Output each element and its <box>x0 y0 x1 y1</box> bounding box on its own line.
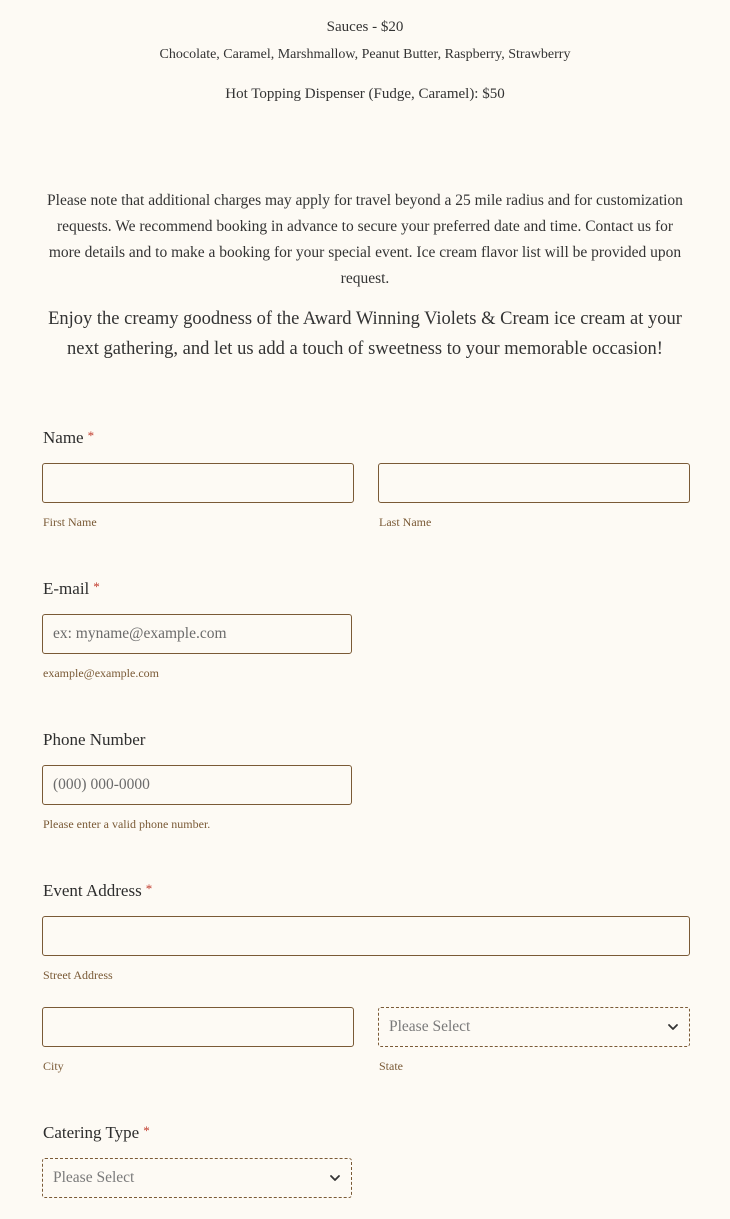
required-mark: * <box>87 428 95 443</box>
email-label <box>43 579 100 599</box>
email-label-text: E-mail <box>43 579 90 598</box>
name-label <box>43 428 94 448</box>
state-sublabel: State <box>379 1059 403 1073</box>
city-sublabel: City <box>43 1059 64 1073</box>
city-input[interactable] <box>42 1007 354 1047</box>
event-address-label <box>43 881 152 901</box>
sauces-price: Sauces - $20 <box>326 19 404 35</box>
last-name-input[interactable] <box>378 463 690 503</box>
sauces-list: Chocolate, Caramel, Marshmallow, Peanut Butter, Raspberry, Strawberry <box>159 47 571 62</box>
catering-selected-value: Please Select <box>53 1169 135 1186</box>
catering-type-label-text: Catering Type <box>43 1123 140 1142</box>
street-address-input[interactable] <box>42 916 690 956</box>
state-select[interactable] <box>378 1007 690 1047</box>
state-selected-value: Please Select <box>389 1018 471 1035</box>
catering-type-select[interactable] <box>42 1158 352 1198</box>
required-mark: * <box>145 881 153 896</box>
booking-note: Please note that additional charges may apply for travel beyond a 25 mile radius and for customization requests. We recommend booking in advance to secure your preferred date and time. Contact us for more details and to make a booking for your special event. Ice cream flavor list will be provided upon request. <box>47 192 683 287</box>
name-label-text: Name <box>43 428 84 447</box>
required-mark: * <box>93 579 100 594</box>
event-address-label-text: Event Address <box>43 881 142 900</box>
phone-input[interactable] <box>42 765 352 805</box>
hot-topping-price: Hot Topping Dispenser (Fudge, Caramel): $50 <box>225 86 505 102</box>
email-input[interactable] <box>42 614 352 654</box>
required-mark: * <box>143 1123 150 1138</box>
phone-sublabel: Please enter a valid phone number. <box>43 817 211 831</box>
chevron-down-icon <box>329 1172 341 1184</box>
first-name-sublabel: First Name <box>43 515 97 529</box>
first-name-input[interactable] <box>42 463 354 503</box>
phone-label: Phone Number <box>43 730 146 749</box>
email-placeholder: ex: myname@example.com <box>53 625 227 642</box>
tagline: Enjoy the creamy goodness of the Award Winning Violets & Cream ice cream at your next gathering, and let us add a touch of sweetness to your memorable occasion! <box>48 309 682 359</box>
street-address-sublabel: Street Address <box>43 968 113 982</box>
last-name-sublabel: Last Name <box>379 515 432 529</box>
email-sublabel: example@example.com <box>43 666 160 680</box>
catering-type-label <box>43 1123 150 1143</box>
phone-placeholder: (000) 000-0000 <box>53 776 150 793</box>
chevron-down-icon <box>667 1021 679 1033</box>
